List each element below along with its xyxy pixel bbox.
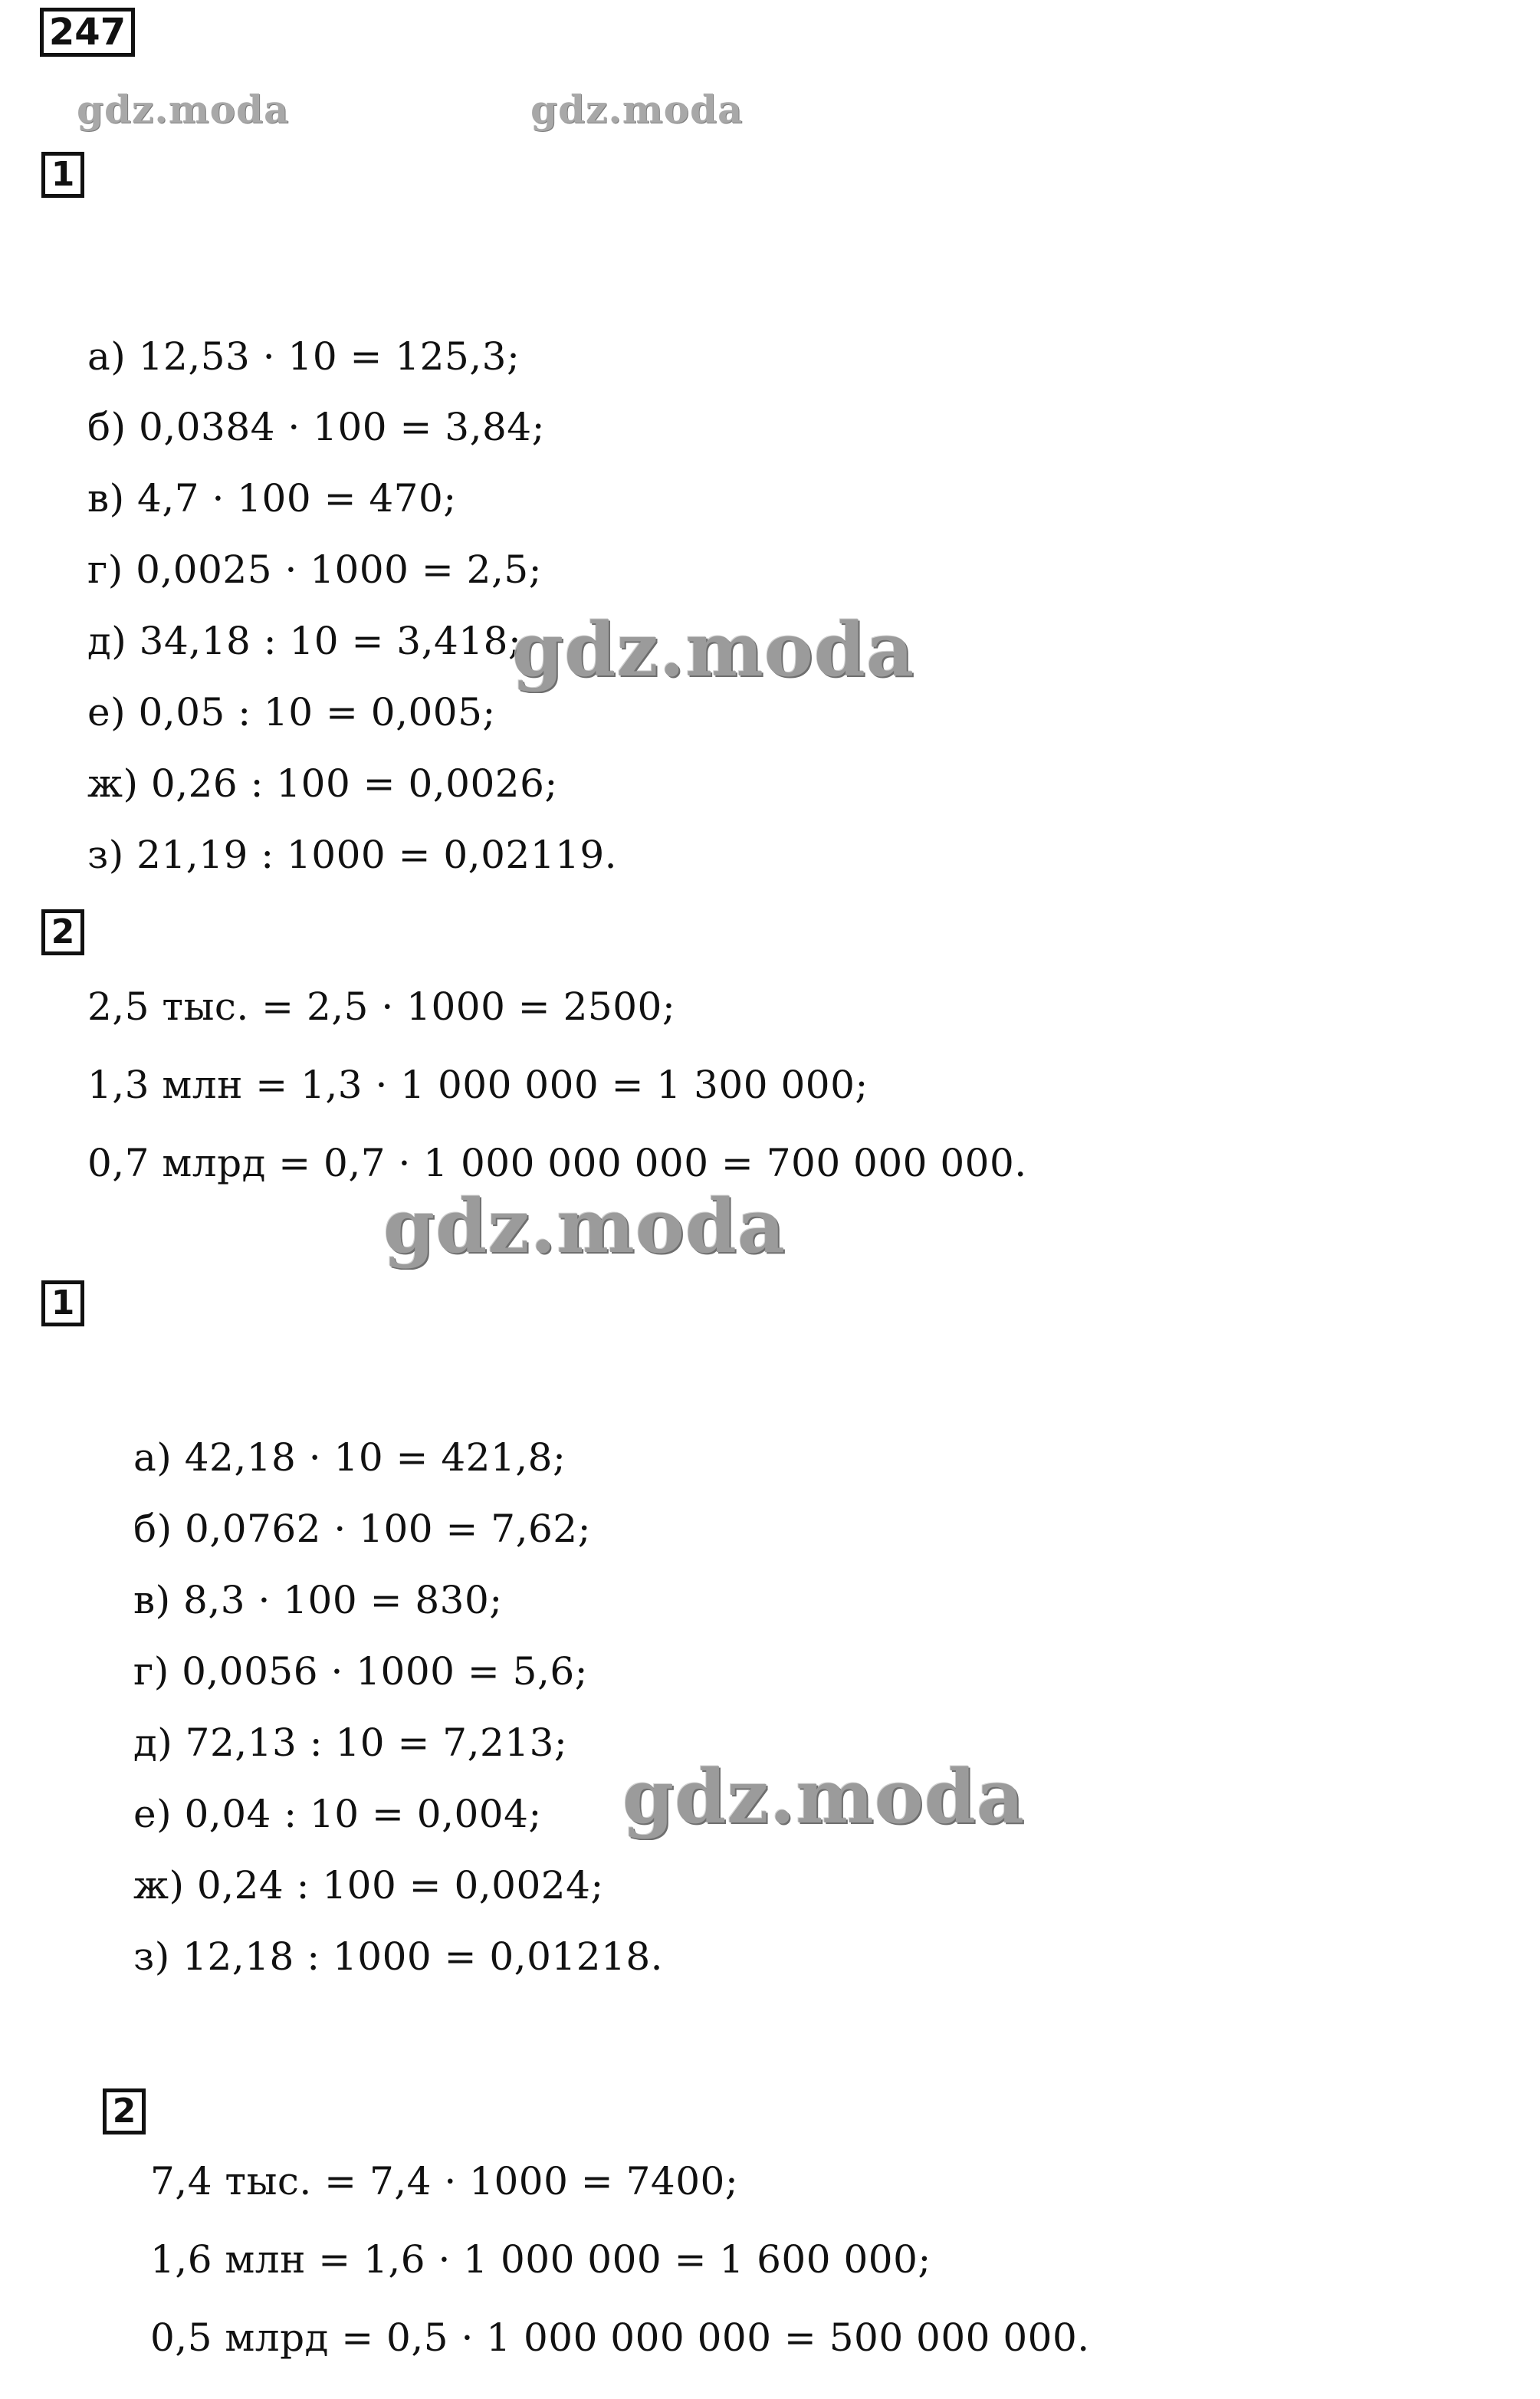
equation-line: б) 0,0762 · 100 = 7,62; [133, 1507, 591, 1551]
equation-line: а) 42,18 · 10 = 421,8; [133, 1435, 566, 1480]
watermark: gdz.moda [530, 87, 744, 132]
equation-line: ж) 0,24 : 100 = 0,0024; [133, 1863, 604, 1908]
part-marker-1: 1 [41, 152, 84, 198]
equation-line: д) 72,13 : 10 = 7,213; [133, 1720, 568, 1765]
equation-line: 1,3 млн = 1,3 · 1 000 000 = 1 300 000; [87, 1063, 869, 1107]
watermark: gdz.moda [383, 1183, 786, 1270]
equation-line: е) 0,05 : 10 = 0,005; [87, 690, 496, 734]
equation-line: б) 0,0384 · 100 = 3,84; [87, 405, 545, 449]
task-number-box [40, 8, 135, 57]
part-marker-2: 2 [103, 2088, 146, 2134]
equation-line: г) 0,0025 · 1000 = 2,5; [87, 547, 543, 592]
equation-line: в) 8,3 · 100 = 830; [133, 1578, 503, 1622]
watermark: gdz.moda [77, 87, 290, 132]
equation-line: 0,5 млрд = 0,5 · 1 000 000 000 = 500 000 000. [150, 2315, 1090, 2360]
part-marker-2: 2 [41, 909, 84, 955]
equation-line: з) 12,18 : 1000 = 0,01218. [133, 1934, 664, 1979]
equation-line: г) 0,0056 · 1000 = 5,6; [133, 1649, 589, 1694]
equation-line: а) 12,53 · 10 = 125,3; [87, 334, 520, 379]
equation-line: 7,4 тыс. = 7,4 · 1000 = 7400; [150, 2159, 739, 2203]
equation-line: в) 4,7 · 100 = 470; [87, 476, 457, 521]
part-marker-1: 1 [41, 1280, 84, 1326]
watermark: gdz.moda [512, 606, 915, 693]
watermark: gdz.moda [622, 1753, 1026, 1840]
equation-line: 1,6 млн = 1,6 · 1 000 000 = 1 600 000; [150, 2237, 931, 2282]
equation-line: 2,5 тыс. = 2,5 · 1000 = 2500; [87, 984, 676, 1029]
equation-line: 0,7 млрд = 0,7 · 1 000 000 000 = 700 000 000. [87, 1141, 1027, 1185]
task-number: 247 [48, 11, 126, 54]
equation-line: е) 0,04 : 10 = 0,004; [133, 1792, 542, 1836]
equation-line: з) 21,19 : 1000 = 0,02119. [87, 833, 618, 877]
equation-line: д) 34,18 : 10 = 3,418; [87, 619, 522, 663]
equation-line: ж) 0,26 : 100 = 0,0026; [87, 761, 558, 806]
